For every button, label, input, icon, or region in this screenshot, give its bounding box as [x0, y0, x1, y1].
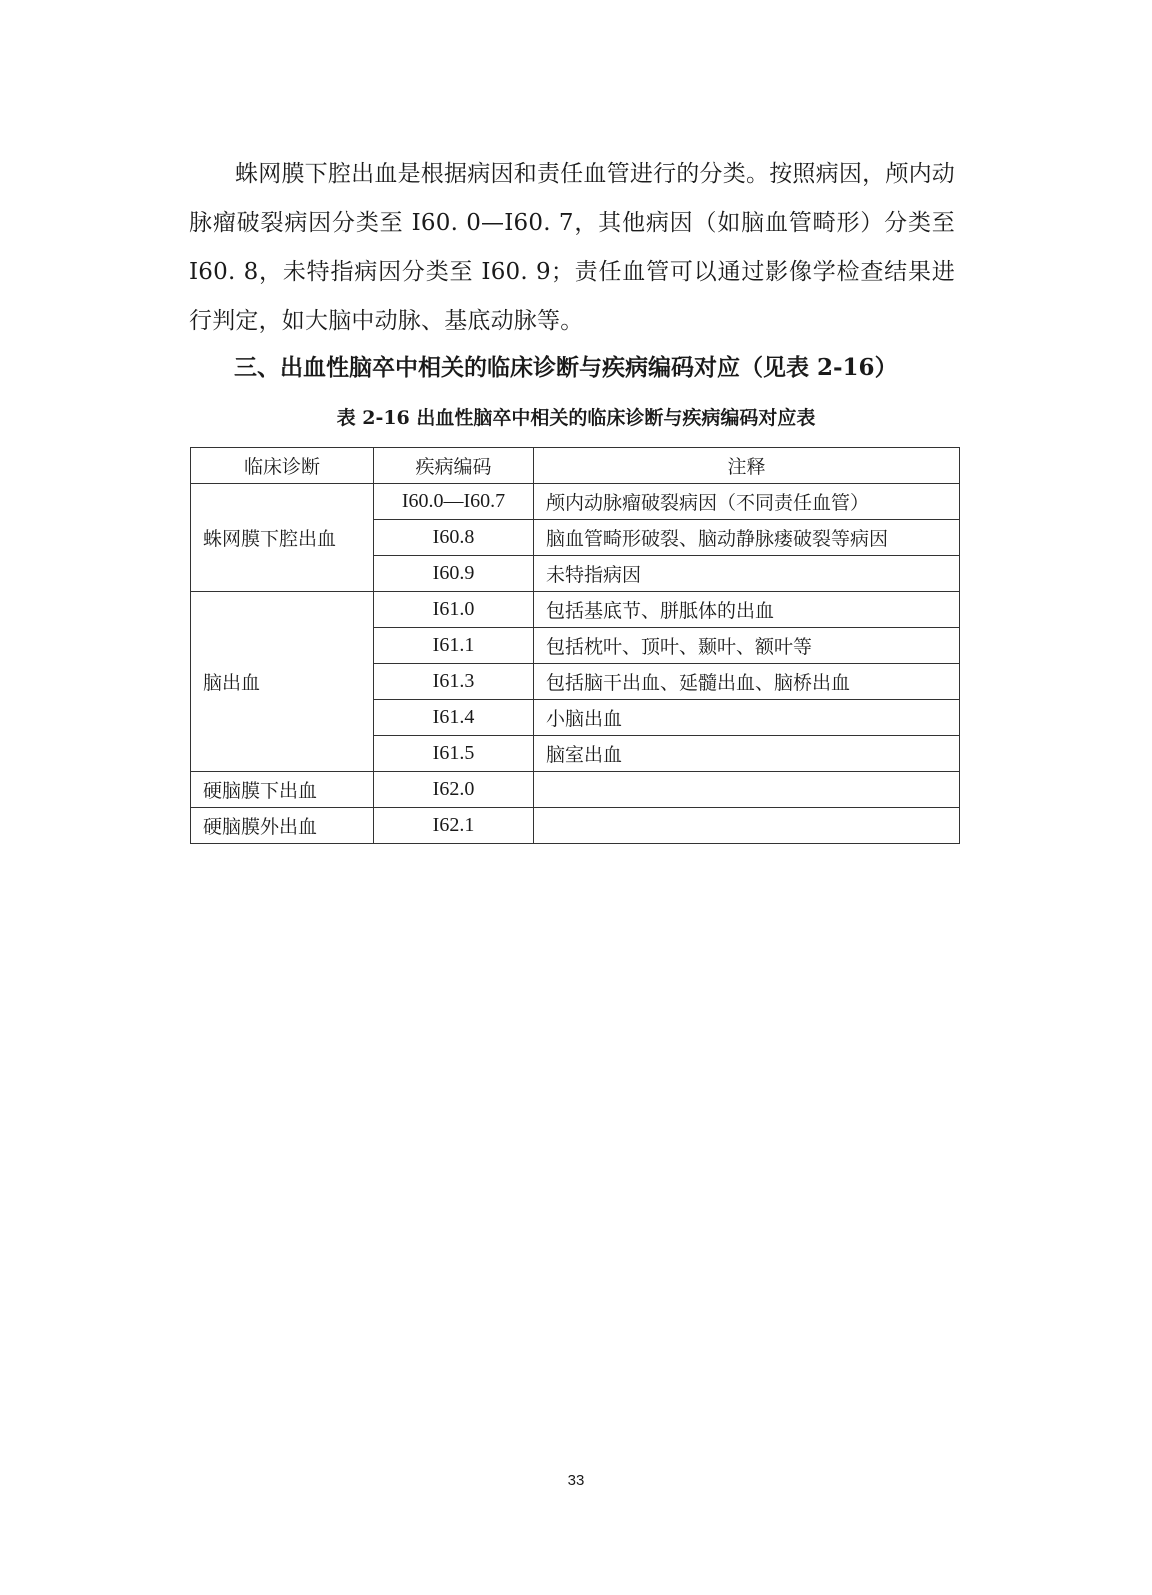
code-cell: I60.9: [374, 556, 534, 592]
note-cell: 未特指病因: [534, 556, 960, 592]
note-cell: 包括脑干出血、延髓出血、脑桥出血: [534, 664, 960, 700]
section-heading: 三、出血性脑卒中相关的临床诊断与疾病编码对应（见表 2-16）: [234, 354, 898, 381]
diagnosis-cell: 脑出血: [191, 592, 374, 772]
code-cell: I60.0—I60.7: [374, 484, 534, 520]
table-row: [191, 772, 960, 808]
note-cell: 包括基底节、胼胝体的出血: [534, 592, 960, 628]
diagnosis-code-table: [190, 447, 960, 844]
table-row: [191, 808, 960, 844]
code-cell: I62.0: [374, 772, 534, 808]
table-row: [191, 484, 960, 520]
header-note: 注释: [534, 448, 960, 484]
code-cell: I61.1: [374, 628, 534, 664]
code-cell: I61.3: [374, 664, 534, 700]
code-cell: I60.8: [374, 520, 534, 556]
note-cell: 包括枕叶、顶叶、颞叶、额叶等: [534, 628, 960, 664]
body-paragraph: 蛛网膜下腔出血是根据病因和责任血管进行的分类。按照病因，颅内动脉瘤破裂病因分类至 I60. 0—I60. 7，其他病因（如脑血管畸形）分类至 I60. 8，未特指病因分类至 I60. 9；责任血管可以通过影像学检查结果进行判定，如大脑中动脉、基底动脉等。: [189, 161, 955, 334]
table-header-row: [191, 448, 960, 484]
table-caption: 表 2-16 出血性脑卒中相关的临床诊断与疾病编码对应表: [336, 407, 816, 429]
diagnosis-cell: 硬脑膜外出血: [191, 808, 374, 844]
table-row: [191, 592, 960, 628]
note-cell: [534, 808, 960, 844]
note-cell: [534, 772, 960, 808]
page-number: 33: [567, 1472, 585, 1489]
diagnosis-cell: 硬脑膜下出血: [191, 772, 374, 808]
header-code: 疾病编码: [374, 448, 534, 484]
code-cell: I61.5: [374, 736, 534, 772]
diagnosis-cell: 蛛网膜下腔出血: [191, 484, 374, 592]
note-cell: 小脑出血: [534, 700, 960, 736]
code-cell: I61.4: [374, 700, 534, 736]
code-cell: I62.1: [374, 808, 534, 844]
note-cell: 颅内动脉瘤破裂病因（不同责任血管）: [534, 484, 960, 520]
note-cell: 脑室出血: [534, 736, 960, 772]
note-cell: 脑血管畸形破裂、脑动静脉瘘破裂等病因: [534, 520, 960, 556]
code-cell: I61.0: [374, 592, 534, 628]
header-diagnosis: 临床诊断: [191, 448, 374, 484]
